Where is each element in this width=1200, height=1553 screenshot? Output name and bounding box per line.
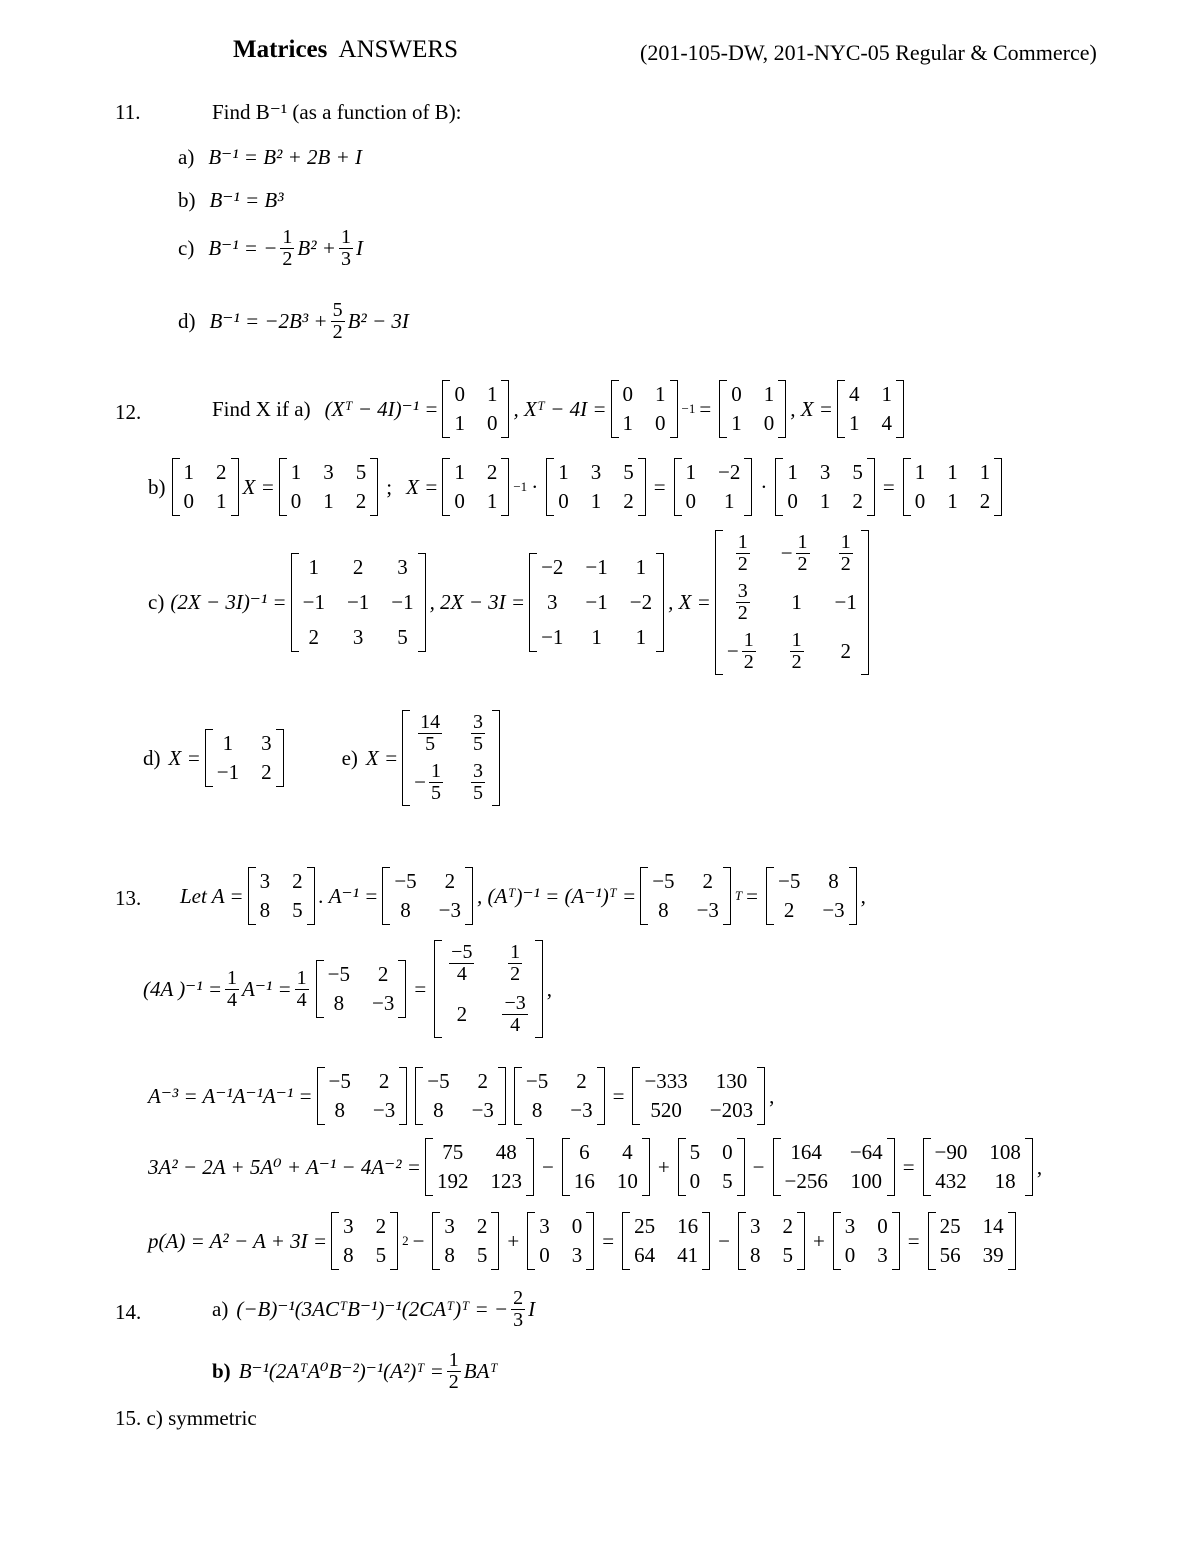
matrix: 1 2 0 1 <box>172 458 239 516</box>
matrix: 0 1 1 0 <box>611 380 678 438</box>
matrix: 3 2 8 5 <box>331 1212 398 1270</box>
q11-number: 11. <box>115 100 141 124</box>
matrix: 1 2 0 1 <box>442 458 509 516</box>
page-title: Matrices ANSWERS <box>233 36 458 63</box>
q14-number: 14. <box>115 1300 142 1324</box>
q11-c: c) B⁻¹ = − $\frac{1}{2}$ B² + $\frac{1}{3}$ I <box>178 226 363 270</box>
matrix: 6 4 16 10 <box>562 1138 650 1196</box>
q15-answer: 15. c) symmetric <box>115 1406 257 1430</box>
matrix: −5 2 8 −3 <box>316 960 407 1018</box>
q12-d: d) X = 1 3 −1 2 e) X = $\frac{14}{5}$ $\frac{3}{5}$ − $\frac{1}{5}$ $\frac{3}{5}$ <box>143 710 504 806</box>
matrix: $\frac{14}{5}$ $\frac{3}{5}$ − $\frac{1}{5}$ $\frac{3}{5}$ <box>402 710 500 806</box>
matrix: 75 48 192 123 <box>425 1138 534 1196</box>
matrix: 164 −64 −256 100 <box>773 1138 895 1196</box>
matrix: −5 2 8 −3 <box>640 867 731 925</box>
q11-a: a) B⁻¹ = B² + 2B + I <box>178 145 362 169</box>
matrix: 25 16 64 41 <box>622 1212 710 1270</box>
matrix: −5 2 8 −3 <box>317 1067 408 1125</box>
matrix: 1 3 −1 2 <box>205 729 284 787</box>
q13-number: 13. <box>115 886 142 910</box>
matrix: 3 2 8 5 <box>248 867 315 925</box>
matrix: 0 1 1 0 <box>719 380 786 438</box>
q13-line3: A⁻³ = A⁻¹A⁻¹A⁻¹ = −5 2 8 −3 −5 2 8 −3 −5 2 8 −3 = −333 130 520 −203 , <box>148 1067 774 1125</box>
q12-c: c) (2X − 3I)⁻¹ = 1 2 3 −1 −1 −1 2 3 5 , 2X − 3I = −2 −1 1 3 −1 −2 −1 1 1 , X = $\frac{1}{2}$ − $\frac{1}{2}$ $\frac{1}{2}$ $\frac{3}{2}$ 1 −1 − $\frac{1}{2}$ $\frac{1}{2}$ 2 <box>148 530 873 675</box>
matrix: 0 1 1 0 <box>442 380 509 438</box>
matrix: −90 108 432 18 <box>923 1138 1033 1196</box>
matrix: 4 1 1 4 <box>837 380 904 438</box>
matrix: 1 3 5 0 1 2 <box>279 458 379 516</box>
matrix: $\frac{-5}{4}$ $\frac{1}{2}$ 2 $\frac{-3}{4}$ <box>434 940 543 1038</box>
q12-number: 12. <box>115 400 142 424</box>
matrix: −2 −1 1 3 −1 −2 −1 1 1 <box>529 553 664 652</box>
q13-line5: p(A) = A² − A + 3I = 3 2 8 5 2 − 3 2 8 5 + 3 0 0 3 = 25 16 64 41 − 3 2 8 5 + 3 0 0 3 = 25 14 56 39 <box>148 1212 1020 1270</box>
q12-b: b) 1 2 0 1 X = 1 3 5 0 1 2 ; X = 1 2 0 1 −1 · 1 3 5 0 1 2 = 1 −2 0 1 · 1 3 5 0 1 2 = 1 1 1 0 1 2 <box>148 458 1006 516</box>
matrix: 3 2 8 5 <box>432 1212 499 1270</box>
matrix: 3 0 0 3 <box>833 1212 900 1270</box>
matrix: 1 3 5 0 1 2 <box>546 458 646 516</box>
q11-b: b) B⁻¹ = B³ <box>178 188 284 212</box>
matrix: 3 0 0 3 <box>527 1212 594 1270</box>
matrix: 1 2 3 −1 −1 −1 2 3 5 <box>291 553 426 652</box>
matrix: 3 2 8 5 <box>738 1212 805 1270</box>
matrix: $\frac{1}{2}$ − $\frac{1}{2}$ $\frac{1}{2}$ $\frac{3}{2}$ 1 −1 − $\frac{1}{2}$ $\frac{1}{2}$ 2 <box>715 530 869 675</box>
q13-line2: (4A )⁻¹ = $\frac{1}{4}$ A⁻¹ = $\frac{1}{4}$ −5 2 8 −3 = $\frac{-5}{4}$ $\frac{1}{2}$ 2 $\frac{-3}{4}$ , <box>143 941 552 1036</box>
matrix: −5 2 8 −3 <box>382 867 473 925</box>
q13-line4: 3A² − 2A + 5A⁰ + A⁻¹ − 4A⁻² = 75 48 192 123 − 6 4 16 10 + 5 0 0 5 − 164 −64 −256 100 = −90 108 432 18 , <box>148 1138 1042 1196</box>
q12-a: Find X if a) (Xᵀ − 4I)⁻¹ = 0 1 1 0 , Xᵀ − 4I = 0 1 1 0 −1 = 0 1 1 0 , X = 4 1 1 4 <box>212 380 908 438</box>
q13-line1: Let A = 3 2 8 5 . A⁻¹ = −5 2 8 −3 , (Aᵀ)⁻¹ = (A⁻¹)ᵀ = −5 2 8 −3 T = −5 8 2 −3 , <box>180 867 866 925</box>
q11-prompt: Find B⁻¹ (as a function of B): <box>212 100 462 124</box>
q14-a: a) (−B)⁻¹(3ACᵀB⁻¹)⁻¹(2CAᵀ)ᵀ = − $\frac{2}{3}$ I <box>212 1287 536 1331</box>
q11-d: d) B⁻¹ = −2B³ + $\frac{5}{2}$ B² − 3I <box>178 299 409 343</box>
matrix: 1 −2 0 1 <box>674 458 753 516</box>
matrix: −333 130 520 −203 <box>632 1067 765 1125</box>
matrix: 5 0 0 5 <box>678 1138 745 1196</box>
matrix: 1 1 1 0 1 2 <box>903 458 1003 516</box>
course-code: (201-105-DW, 201-NYC-05 Regular & Commerce) <box>640 40 1097 65</box>
q14-b: b) B⁻¹(2AᵀA⁰B⁻²)⁻¹(A²)ᵀ = $\frac{1}{2}$ BAᵀ <box>212 1349 498 1393</box>
matrix: 1 3 5 0 1 2 <box>775 458 875 516</box>
matrix: −5 2 8 −3 <box>415 1067 506 1125</box>
matrix: −5 8 2 −3 <box>766 867 857 925</box>
matrix: 25 14 56 39 <box>928 1212 1016 1270</box>
matrix: −5 2 8 −3 <box>514 1067 605 1125</box>
